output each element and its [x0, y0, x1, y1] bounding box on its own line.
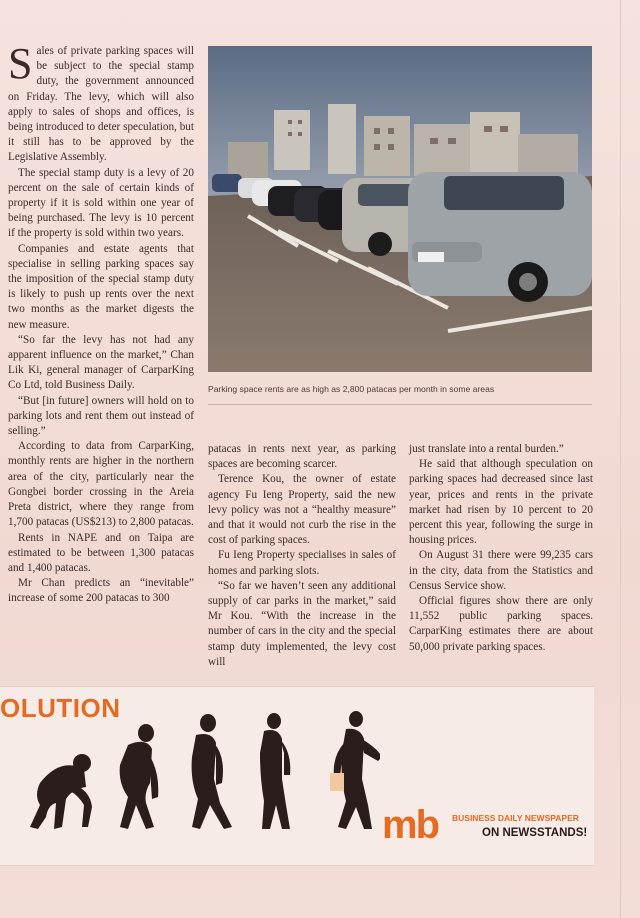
paragraph: According to data from CarparKing, monthly rents are higher in the northern area of the city, particularly near the Gongbei border crossing in the Areia Preta district, where they range from 1,700 patacas (US$213) to 2,800 patacas.: [8, 440, 194, 529]
brand-tagline: BUSINESS DAILY NEWSPAPER: [452, 813, 579, 823]
paragraph: “So far the levy has not had any apparent influence on the market,” Chan Lik Ki, general manager of CarparKing Co Ltd, told Business Daily.: [8, 333, 194, 392]
brand-callout: ON NEWSSTANDS!: [482, 827, 588, 839]
newspaper-icon: [330, 773, 344, 791]
paragraph: On August 31 there were 99,235 cars in the city, data from the Statistics and Census Service show.: [409, 549, 593, 592]
paragraph: “So far we haven’t seen any additional supply of car parks in the market,” said Mr Kou. “With the increase in the number of cars in the city and the special stamp duty implemented, the levy cost will: [208, 579, 396, 668]
paragraph: Fu Ieng Property specialises in sales of homes and parking slots.: [208, 549, 396, 577]
photo-caption: Parking space rents are as high as 2,800 patacas per month in some areas: [208, 384, 495, 394]
paragraph: Companies and estate agents that specialise in selling parking spaces say the imposition of the special stamp duty is likely to push up rents over the next two months as the market digests the new measure.: [8, 242, 194, 331]
paragraph: Rents in NAPE and on Taipa are estimated to be between 1,300 patacas and 1,400 patacas.: [8, 531, 194, 574]
business-daily-logo[interactable]: [378, 805, 588, 855]
paragraph: patacas in rents next year, as parking spaces are becoming scarcer.: [208, 443, 396, 471]
ad-headline: OLUTION: [0, 693, 121, 723]
paragraph: Official figures show there are only 11,552 public parking spaces. CarparKing estimates there are about 50,000 private parking spaces.: [409, 595, 593, 653]
article-column-1: [8, 39, 194, 607]
advertisement: [0, 686, 594, 866]
divider: [208, 404, 592, 405]
parking-lot-photo: [208, 46, 592, 372]
ape-silhouette-2: [120, 724, 159, 829]
hominid-silhouette-4: [260, 713, 290, 829]
paragraph: just translate into a rental burden.”: [409, 443, 564, 455]
lead-paragraph: Sales of private parking spaces will be subject to the special stamp duty, the government announced on Friday. The levy, which will also apply to sales of shops and offices, is being introduced to deter speculation, but it still has to be approved by the Legislative Assembly.: [8, 39, 194, 164]
paragraph: The special stamp duty is a levy of 20 percent on the sale of certain kinds of property if it is sold within one year of being purchased. The levy is 10 percent if the property is sold within two years.: [8, 166, 194, 240]
paragraph: Mr Chan predicts an “inevitable” increase of some 200 patacas to 300: [8, 577, 194, 605]
ape-silhouette-1: [30, 754, 92, 829]
hominid-silhouette-3: [192, 714, 232, 829]
license-plate: [418, 252, 444, 262]
mb-logo-mark: mb: [382, 803, 438, 847]
evolution-silhouettes: [0, 687, 380, 857]
paragraph: Terence Kou, the owner of estate agency Fu Ieng Property, said the new levy policy was not a “healthy measure” and that it would not curb the rise in the cost of parking spaces.: [208, 473, 396, 547]
article-column-3: [409, 442, 593, 655]
paragraph: He said that although speculation on parking spaces had decreased since last year, prices and rents in the private market had risen by 10 percent to 20 percent this year, following the surge in housing prices.: [409, 458, 593, 547]
article-column-2: [208, 442, 396, 670]
page-edge: [620, 0, 621, 918]
drop-cap: S: [8, 39, 33, 88]
photo-scene: [208, 46, 592, 372]
paragraph: “But [in future] owners will hold on to parking lots and rent them out instead of selling.”: [8, 394, 194, 438]
human-silhouette-5: [334, 711, 380, 829]
